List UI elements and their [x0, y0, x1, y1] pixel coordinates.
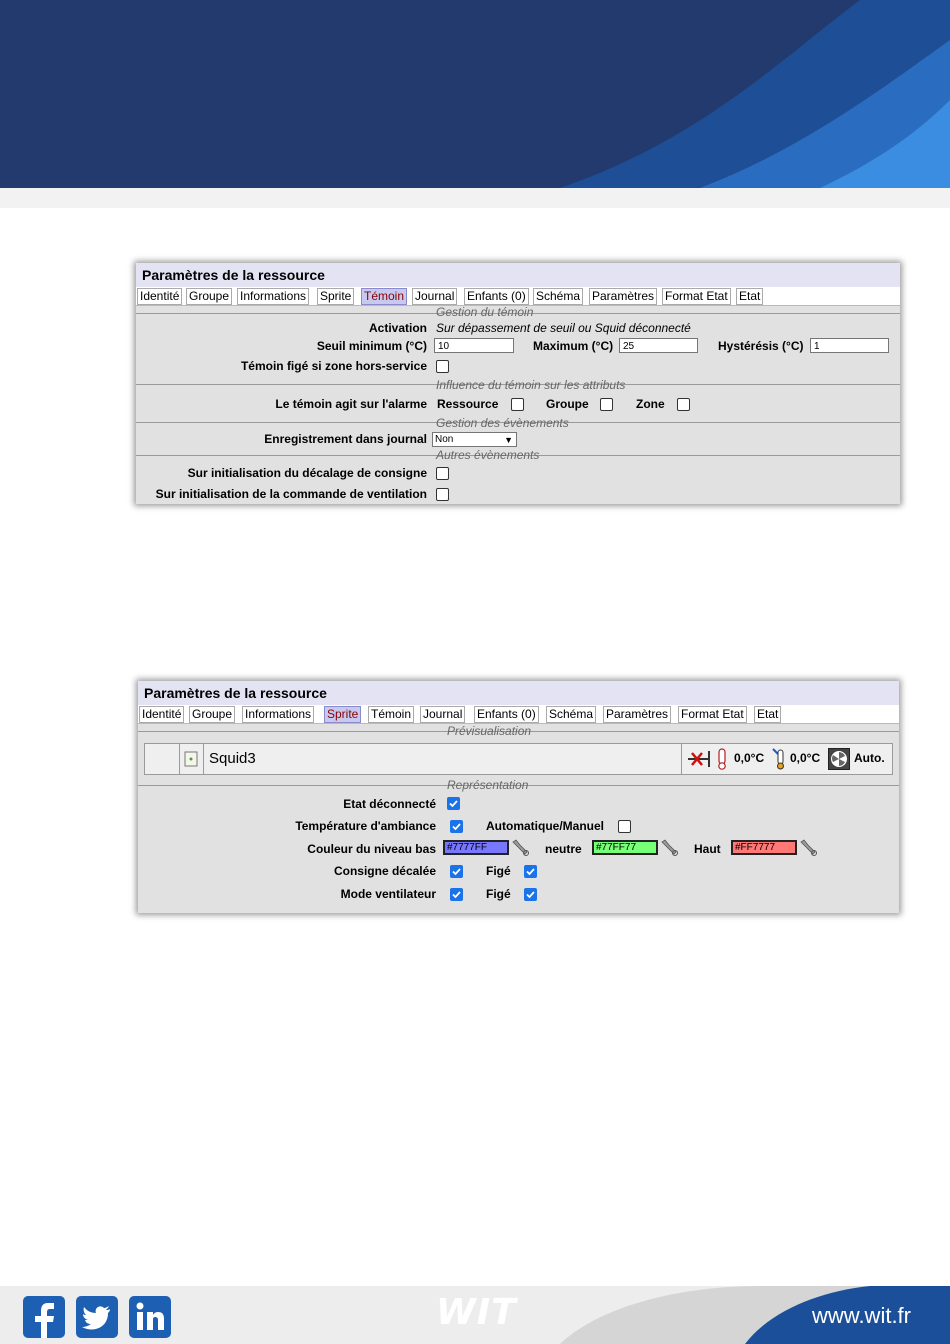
- chevron-down-icon: ▼: [504, 435, 513, 445]
- color-neutral-input[interactable]: #77FF77: [592, 840, 658, 855]
- preview-fan-mode: Auto.: [854, 751, 885, 765]
- banner-strip: [0, 188, 950, 208]
- ressource-checkbox[interactable]: [511, 398, 524, 411]
- haut-label: Haut: [694, 842, 721, 856]
- tab-bar: [136, 287, 900, 306]
- resource-settings-panel-sprite: [138, 681, 899, 913]
- maximum-label: Maximum (°C): [533, 339, 614, 353]
- alarme-label: Le témoin agit sur l'alarme: [275, 397, 427, 411]
- preview-temp-setpoint: 0,0°C: [790, 751, 821, 765]
- tab-temoin[interactable]: Témoin: [368, 706, 414, 723]
- header-banner: [0, 0, 950, 188]
- activation-value: Sur dépassement de seuil ou Squid déconnecté: [436, 321, 691, 335]
- preview-left-cell: [145, 744, 180, 774]
- tab-groupe[interactable]: Groupe: [186, 288, 232, 305]
- tab-journal[interactable]: Journal: [420, 706, 465, 723]
- temp-label: Température d'ambiance: [295, 819, 436, 833]
- tab-temoin[interactable]: Témoin: [361, 288, 407, 305]
- setpoint-thermometer-icon: [772, 748, 788, 770]
- preview-name: Squid3: [209, 750, 256, 767]
- resource-settings-panel-temoin: [136, 263, 900, 504]
- panel-title: Paramètres de la ressource: [138, 681, 899, 705]
- section-label-representation: Représentation: [447, 778, 529, 792]
- ventilation-label: Sur initialisation de la commande de ventilation: [155, 487, 427, 501]
- fige-label: Témoin figé si zone hors-service: [240, 359, 427, 373]
- footer-logo: WIT: [436, 1292, 517, 1333]
- tab-informations[interactable]: Informations: [242, 706, 314, 723]
- tab-informations[interactable]: Informations: [237, 288, 309, 305]
- tab-schema[interactable]: Schéma: [546, 706, 596, 723]
- tab-groupe[interactable]: Groupe: [189, 706, 235, 723]
- wrench-icon[interactable]: [510, 839, 530, 857]
- mode-fige-label: Figé: [486, 887, 511, 901]
- footer-url[interactable]: www.wit.fr: [812, 1303, 911, 1328]
- groupe-label: Groupe: [546, 397, 589, 411]
- tab-identite[interactable]: Identité: [139, 706, 184, 723]
- tab-journal[interactable]: Journal: [412, 288, 457, 305]
- section-label-autres: Autres évènements: [436, 448, 540, 462]
- couleur-label: Couleur du niveau bas: [307, 842, 436, 856]
- auto-checkbox[interactable]: [618, 820, 631, 833]
- consigne-checkbox[interactable]: [450, 865, 463, 878]
- ventilation-checkbox[interactable]: [436, 488, 449, 501]
- hysteresis-label: Hystérésis (°C): [718, 339, 804, 353]
- seuil-min-label: Seuil minimum (°C): [316, 339, 427, 353]
- disconnected-icon: [686, 749, 712, 769]
- journal-label: Enregistrement dans journal: [264, 432, 427, 446]
- preview-temp-ambient: 0,0°C: [734, 751, 765, 765]
- temp-checkbox[interactable]: [450, 820, 463, 833]
- thermometer-icon: [716, 748, 728, 770]
- twitter-icon[interactable]: [76, 1296, 118, 1338]
- etat-checkbox[interactable]: [447, 797, 460, 810]
- hysteresis-input[interactable]: 1: [810, 338, 889, 353]
- groupe-checkbox[interactable]: [600, 398, 613, 411]
- section-label-influence: Influence du témoin sur les attributs: [436, 378, 626, 392]
- color-low-input[interactable]: #7777FF: [443, 840, 509, 855]
- tab-enfants[interactable]: Enfants (0): [464, 288, 529, 305]
- facebook-icon[interactable]: [23, 1296, 65, 1338]
- decalage-checkbox[interactable]: [436, 467, 449, 480]
- tab-parametres[interactable]: Paramètres: [589, 288, 657, 305]
- auto-label: Automatique/Manuel: [486, 819, 605, 833]
- consigne-fige-label: Figé: [486, 864, 511, 878]
- journal-select[interactable]: [432, 432, 517, 447]
- tab-etat[interactable]: Etat: [754, 706, 781, 723]
- neutre-label: neutre: [545, 842, 582, 856]
- mode-fige-checkbox[interactable]: [524, 888, 537, 901]
- etat-label: Etat déconnecté: [343, 797, 436, 811]
- zone-checkbox[interactable]: [677, 398, 690, 411]
- tab-identite[interactable]: Identité: [137, 288, 182, 305]
- tab-etat[interactable]: Etat: [736, 288, 763, 305]
- section-label-preview: Prévisualisation: [447, 724, 532, 738]
- tab-enfants[interactable]: Enfants (0): [474, 706, 539, 723]
- tab-sprite[interactable]: Sprite: [317, 288, 354, 305]
- consigne-fige-checkbox[interactable]: [524, 865, 537, 878]
- decalage-label: Sur initialisation du décalage de consigne: [187, 466, 427, 480]
- panel-title: Paramètres de la ressource: [136, 263, 900, 287]
- tab-format-etat[interactable]: Format Etat: [662, 288, 731, 305]
- preview-status-area: [681, 744, 892, 774]
- journal-select-value: Non: [435, 434, 454, 445]
- preview-icon-cell: [179, 744, 204, 774]
- section-label-evenements: Gestion des évènements: [436, 416, 569, 430]
- maximum-input[interactable]: 25: [619, 338, 698, 353]
- sprite-preview: [144, 743, 893, 775]
- mode-label: Mode ventilateur: [340, 887, 436, 901]
- activation-label: Activation: [368, 321, 427, 335]
- mode-checkbox[interactable]: [450, 888, 463, 901]
- wrench-icon[interactable]: [659, 839, 679, 857]
- wrench-icon[interactable]: [798, 839, 818, 857]
- zone-label: Zone: [636, 397, 665, 411]
- linkedin-icon[interactable]: [129, 1296, 171, 1338]
- fan-icon: [828, 748, 850, 770]
- section-label-gestion-temoin: Gestion du témoin: [436, 305, 534, 319]
- seuil-min-input[interactable]: 10: [434, 338, 514, 353]
- squid-device-icon: [184, 751, 198, 767]
- tab-schema[interactable]: Schéma: [533, 288, 583, 305]
- tab-format-etat[interactable]: Format Etat: [678, 706, 747, 723]
- tab-sprite[interactable]: Sprite: [324, 706, 361, 723]
- tab-bar: [138, 705, 899, 724]
- banner-decoration: [0, 0, 950, 188]
- color-high-input[interactable]: #FF7777: [731, 840, 797, 855]
- fige-checkbox[interactable]: [436, 360, 449, 373]
- ressource-label: Ressource: [437, 397, 499, 411]
- footer: [0, 1286, 950, 1344]
- tab-parametres[interactable]: Paramètres: [603, 706, 671, 723]
- consigne-label: Consigne décalée: [333, 864, 436, 878]
